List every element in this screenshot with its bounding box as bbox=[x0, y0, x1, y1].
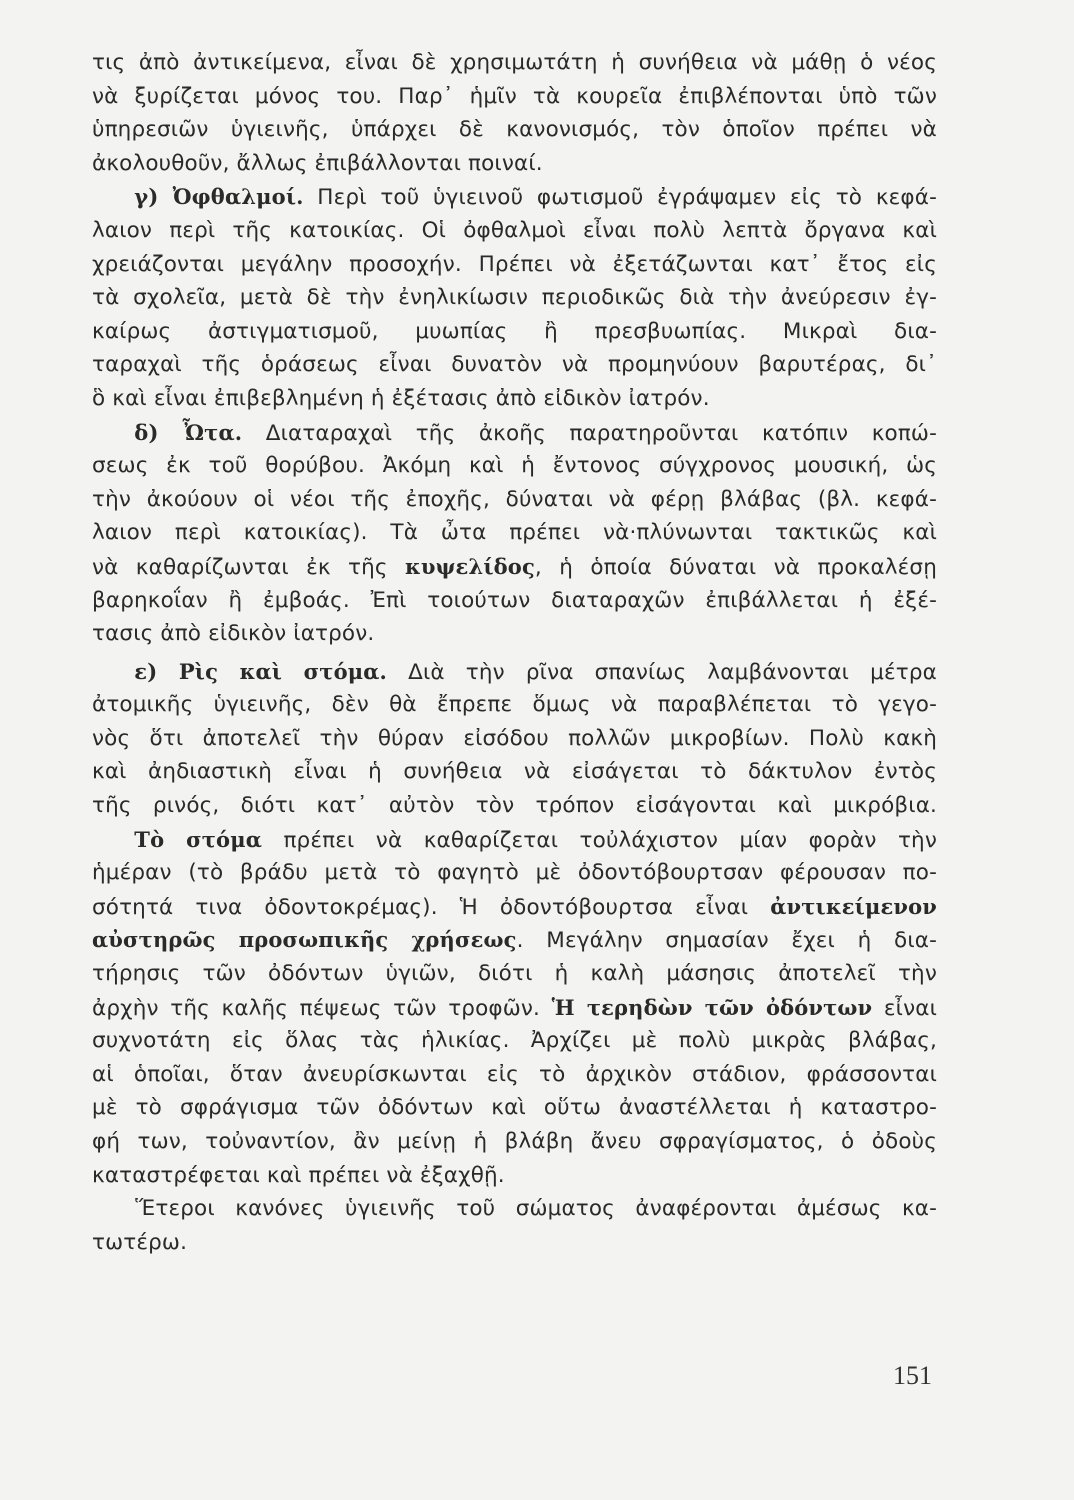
text-segment: τήρησις τῶν ὀδόντων ὑγιῶν, διότι ἡ καλὴ μάσησις ἀποτελεῖ τὴν bbox=[92, 961, 937, 987]
text-segment: νὰ ξυρίζεται μόνος του. Παρ᾿ ἡμῖν τὰ κουρεῖα ἐπιβλέπονται ὑπὸ τῶν bbox=[92, 83, 937, 109]
text-segment: φή των, τοὐναντίον, ἂν μείνῃ ἡ βλάβη ἄνευ σφραγίσματος, ὁ ὀδοὺς bbox=[92, 1129, 937, 1154]
bold-term: αὐστηρῶς προσωπικῆς χρήσεως bbox=[92, 927, 517, 953]
text-line bbox=[92, 315, 937, 349]
text-segment: Περὶ τοῦ ὑγιεινοῦ φωτισμοῦ ἐγράψαμεν εἰς τὸ κεφά- bbox=[303, 185, 937, 211]
text-segment: χρειάζονται μεγάλην προσοχήν. Πρέπει νὰ ἐξετάζωνται κατ᾿ ἔτος εἰς bbox=[92, 251, 937, 277]
text-line bbox=[92, 382, 937, 416]
bold-term: κυψελίδος bbox=[405, 553, 535, 579]
text-line bbox=[92, 147, 937, 181]
text-line bbox=[92, 688, 937, 722]
text-line bbox=[92, 1159, 937, 1193]
text-line bbox=[92, 180, 937, 214]
text-segment: τὰ σχολεῖα, μετὰ δὲ τὴν ἐνηλικίωσιν περιοδικῶς διὰ τὴν ἀνεύρεσιν ἐγ- bbox=[92, 285, 937, 311]
text-line bbox=[92, 449, 937, 483]
text-line bbox=[92, 1192, 937, 1226]
text-segment: ἀκολουθοῦν, ἄλλως ἐπιβάλλονται ποιναί. bbox=[92, 150, 543, 176]
text-segment: αἱ ὁποῖαι, ὅταν ἀνευρίσκωνται εἰς τὸ ἀρχικὸν στάδιον, φράσσονται bbox=[92, 1061, 937, 1087]
text-segment: τωτέρω. bbox=[92, 1229, 188, 1255]
text-line bbox=[92, 46, 937, 80]
text-segment: νὰ καθαρίζωνται ἐκ τῆς bbox=[92, 554, 406, 580]
text-segment: λαιον περὶ κατοικίας). Τὰ ὦτα πρέπει νὰ·πλύνωνται τακτικῶς καὶ bbox=[92, 520, 937, 546]
text-line bbox=[92, 483, 937, 517]
text-line bbox=[92, 617, 937, 651]
text-line bbox=[92, 550, 937, 584]
text-line bbox=[92, 516, 937, 550]
text-segment: ἀρχὴν τῆς καλῆς πέψεως τῶν τροφῶν. bbox=[92, 995, 552, 1021]
bold-term: ε) Ρὶς καὶ στόμα. bbox=[92, 658, 388, 684]
text-segment: ἡμέραν (τὸ βράδυ μετὰ τὸ φαγητὸ μὲ ὀδοντόβουρτσαν φέρουσαν πο- bbox=[92, 860, 937, 886]
text-segment: τασις ἀπὸ εἰδικὸν ἰατρόν. bbox=[92, 621, 375, 647]
text-segment: , ἡ ὁποία δύναται νὰ προκαλέσῃ bbox=[534, 554, 937, 580]
text-segment: καίρως ἀστιγματισμοῦ, μυωπίας ἢ πρεσβυωπίας. Μικραὶ δια- bbox=[92, 318, 937, 344]
text-line bbox=[92, 1058, 937, 1092]
bold-term: ἀντικείμενον bbox=[770, 893, 937, 919]
text-segment: τῆς ρινός, διότι κατ᾿ αὐτὸν τὸν τρόπον εἰσάγονται καὶ μικρόβια. bbox=[92, 793, 937, 819]
text-segment: λαιον περὶ τῆς κατοικίας. Οἱ ὀφθαλμοὶ εἶναι πολὺ λεπτὰ ὄργανα καὶ bbox=[92, 217, 937, 243]
bold-term: Τὸ στόμα bbox=[92, 826, 263, 852]
text-line bbox=[92, 80, 937, 114]
text-segment: σότητά τινα ὀδοντοκρέμας). Ἡ ὀδοντόβουρτσα εἶναι bbox=[92, 894, 771, 920]
text-segment: Διὰ τὴν ρῖνα σπανίως λαμβάνονται μέτρα bbox=[387, 659, 937, 685]
text-segment: καταστρέφεται καὶ πρέπει νὰ ἐξαχθῇ. bbox=[92, 1162, 505, 1188]
bold-term: γ) Ὀφθαλμοί. bbox=[92, 184, 304, 210]
text-line bbox=[92, 214, 937, 248]
text-line bbox=[92, 248, 937, 282]
text-line bbox=[92, 789, 937, 823]
text-segment: ὑπηρεσιῶν ὑγιεινῆς, ὑπάρχει δὲ κανονισμός, τὸν ὁποῖον πρέπει νὰ bbox=[92, 117, 937, 143]
text-line bbox=[92, 991, 937, 1025]
bold-term: δ) Ὦτα. bbox=[92, 419, 243, 445]
text-segment: μὲ τὸ σφράγισμα τῶν ὀδόντων καὶ οὕτω ἀναστέλλεται ἡ καταστρο- bbox=[92, 1095, 937, 1121]
text-segment: εἶναι bbox=[872, 995, 937, 1021]
text-segment: Ἕτεροι κανόνες ὑγιεινῆς τοῦ σώματος ἀναφέρονται ἀμέσως κα- bbox=[92, 1196, 937, 1222]
text-segment: καὶ ἀηδιαστικὴ εἶναι ἡ συνήθεια νὰ εἰσάγεται τὸ δάκτυλον ἐντὸς bbox=[92, 759, 937, 785]
body-text bbox=[92, 46, 937, 1259]
text-segment: ὃ καὶ εἶναι ἐπιβεβλημένη ἡ ἐξέτασις ἀπὸ εἰδικὸν ἰατρόν. bbox=[92, 385, 710, 411]
text-line bbox=[92, 1125, 937, 1159]
text-segment: Διαταραχαὶ τῆς ἀκοῆς παρατηροῦνται κατόπιν κοπώ- bbox=[242, 420, 937, 446]
text-segment: τὴν ἀκούουν οἱ νέοι τῆς ἐποχῆς, δύναται νὰ φέρῃ βλάβας (βλ. κεφά- bbox=[92, 486, 937, 512]
text-line bbox=[92, 113, 937, 147]
text-line bbox=[92, 957, 937, 991]
text-line bbox=[92, 823, 937, 857]
text-segment: τις ἀπὸ ἀντικείμενα, εἶναι δὲ χρησιμωτάτη ἡ συνήθεια νὰ μάθῃ ὁ νέος bbox=[92, 50, 937, 75]
text-line bbox=[92, 856, 937, 890]
text-segment: . Μεγάλην σημασίαν ἔχει ἡ δια- bbox=[516, 928, 937, 954]
text-line bbox=[92, 584, 937, 618]
text-line bbox=[92, 890, 937, 924]
text-line bbox=[92, 281, 937, 315]
text-line bbox=[92, 1024, 937, 1058]
page-number: 151 bbox=[893, 1361, 932, 1390]
text-line bbox=[92, 348, 937, 382]
text-line bbox=[92, 416, 937, 450]
text-line bbox=[92, 755, 937, 789]
text-segment: πρέπει νὰ καθαρίζεται τοὐλάχιστον μίαν φορὰν τὴν bbox=[262, 827, 937, 853]
text-line bbox=[92, 1226, 937, 1260]
text-segment: ἀτομικῆς ὑγιεινῆς, δὲν θὰ ἔπρεπε ὅμως νὰ παραβλέπεται τὸ γεγο- bbox=[92, 692, 937, 718]
text-segment: ταραχαὶ τῆς ὁράσεως εἶναι δυνατὸν νὰ προμηνύουν βαρυτέρας, δι᾿ bbox=[92, 352, 937, 378]
text-line bbox=[92, 1091, 937, 1125]
bold-term: Ἡ τερηδὼν τῶν ὀδόντων bbox=[551, 994, 873, 1020]
text-line bbox=[92, 722, 937, 756]
text-line bbox=[92, 923, 937, 957]
text-segment: νὸς ὅτι ἀποτελεῖ τὴν θύραν εἰσόδου πολλῶν μικροβίων. Πολὺ κακὴ bbox=[92, 725, 937, 751]
text-segment: σεως ἐκ τοῦ θορύβου. Ἀκόμη καὶ ἡ ἔντονος σύγχρονος μουσική, ὡς bbox=[92, 453, 937, 479]
text-segment: βαρηκοΐαν ἢ ἐμβοάς. Ἐπὶ τοιούτων διαταραχῶν ἐπιβάλλεται ἡ ἐξέ- bbox=[92, 587, 937, 613]
text-line bbox=[92, 655, 937, 689]
text-segment: συχνοτάτη εἰς ὅλας τὰς ἡλικίας. Ἀρχίζει μὲ πολὺ μικρὰς βλάβας, bbox=[92, 1028, 937, 1054]
